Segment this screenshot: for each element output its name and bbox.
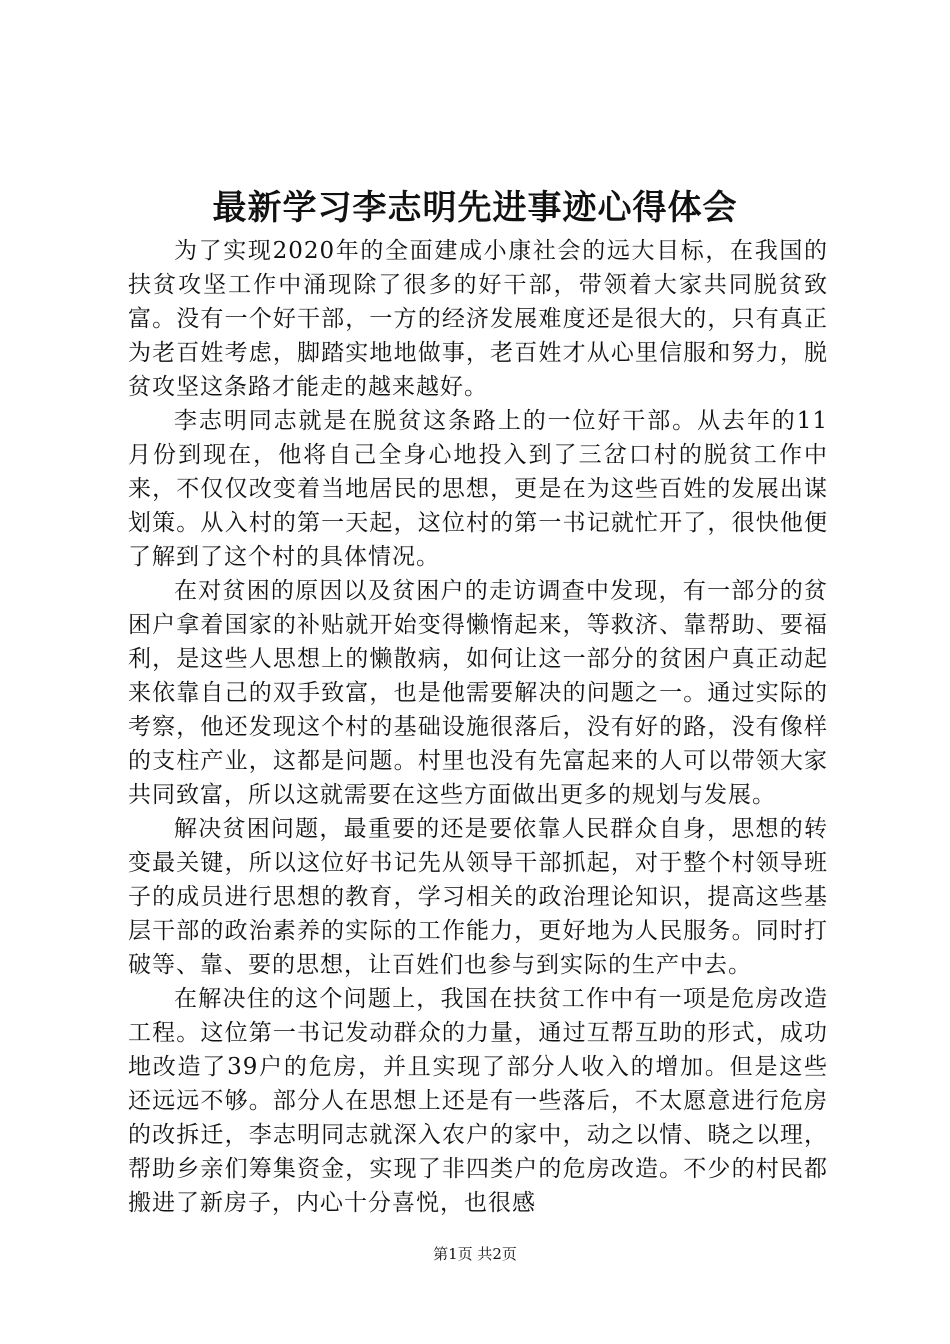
document-title: 最新学习李志明先进事迹心得体会 [212,188,738,228]
paragraph: 李志明同志就是在脱贫这条路上的一位好干部。从去年的11月份到现在，他将自己全身心地投入到了三岔口村的脱贫工作中来，不仅仅改变着当地居民的思想，更是在为这些百姓的发展出谋划策。从入村的第一天起，这位村的第一书记就忙开了，很快他便了解到了这个村的具体情况。 [128,408,828,570]
page-number-footer: 第1页 共2页 [433,1245,517,1263]
paragraph: 在对贫困的原因以及贫困户的走访调查中发现，有一部分的贫困户拿着国家的补贴就开始变得懒惰起来，等救济、靠帮助、要福利，是这些人思想上的懒散病，如何让这一部分的贫困户真正动起来依靠自己的双手致富，也是他需要解决的问题之一。通过实际的考察，他还发现这个村的基础设施很落后，没有好的路，没有像样的支柱产业，这都是问题。村里也没有先富起来的人可以带领大家共同致富，所以这就需要在这些方面做出更多的规划与发展。 [128,578,828,808]
paragraph: 为了实现2020年的全面建成小康社会的远大目标，在我国的扶贫攻坚工作中涌现除了很多的好干部，带领着大家共同脱贫致富。没有一个好干部，一方的经济发展难度还是很大的，只有真正为老百姓考虑，脚踏实地地做事，老百姓才从心里信服和努力，脱贫攻坚这条路才能走的越来越好。 [128,238,828,400]
paragraph: 解决贫困问题，最重要的还是要依靠人民群众自身，思想的转变最关键，所以这位好书记先从领导干部抓起，对于整个村领导班子的成员进行思想的教育，学习相关的政治理论知识，提高这些基层干部的政治素养的实际的工作能力，更好地为人民服务。同时打破等、靠、要的思想，让百姓们也参与到实际的生产中去。 [128,816,828,978]
document-body [128,234,828,1220]
paragraph: 在解决住的这个问题上，我国在扶贫工作中有一项是危房改造工程。这位第一书记发动群众的力量，通过互帮互助的形式，成功地改造了39户的危房，并且实现了部分人收入的增加。但是这些还远远不够。部分人在思想上还是有一些落后，不太愿意进行危房的改拆迁，李志明同志就深入农户的家中，动之以情、晓之以理，帮助乡亲们筹集资金，实现了非四类户的危房改造。不少的村民都搬进了新房子，内心十分喜悦，也很感 [128,986,828,1216]
